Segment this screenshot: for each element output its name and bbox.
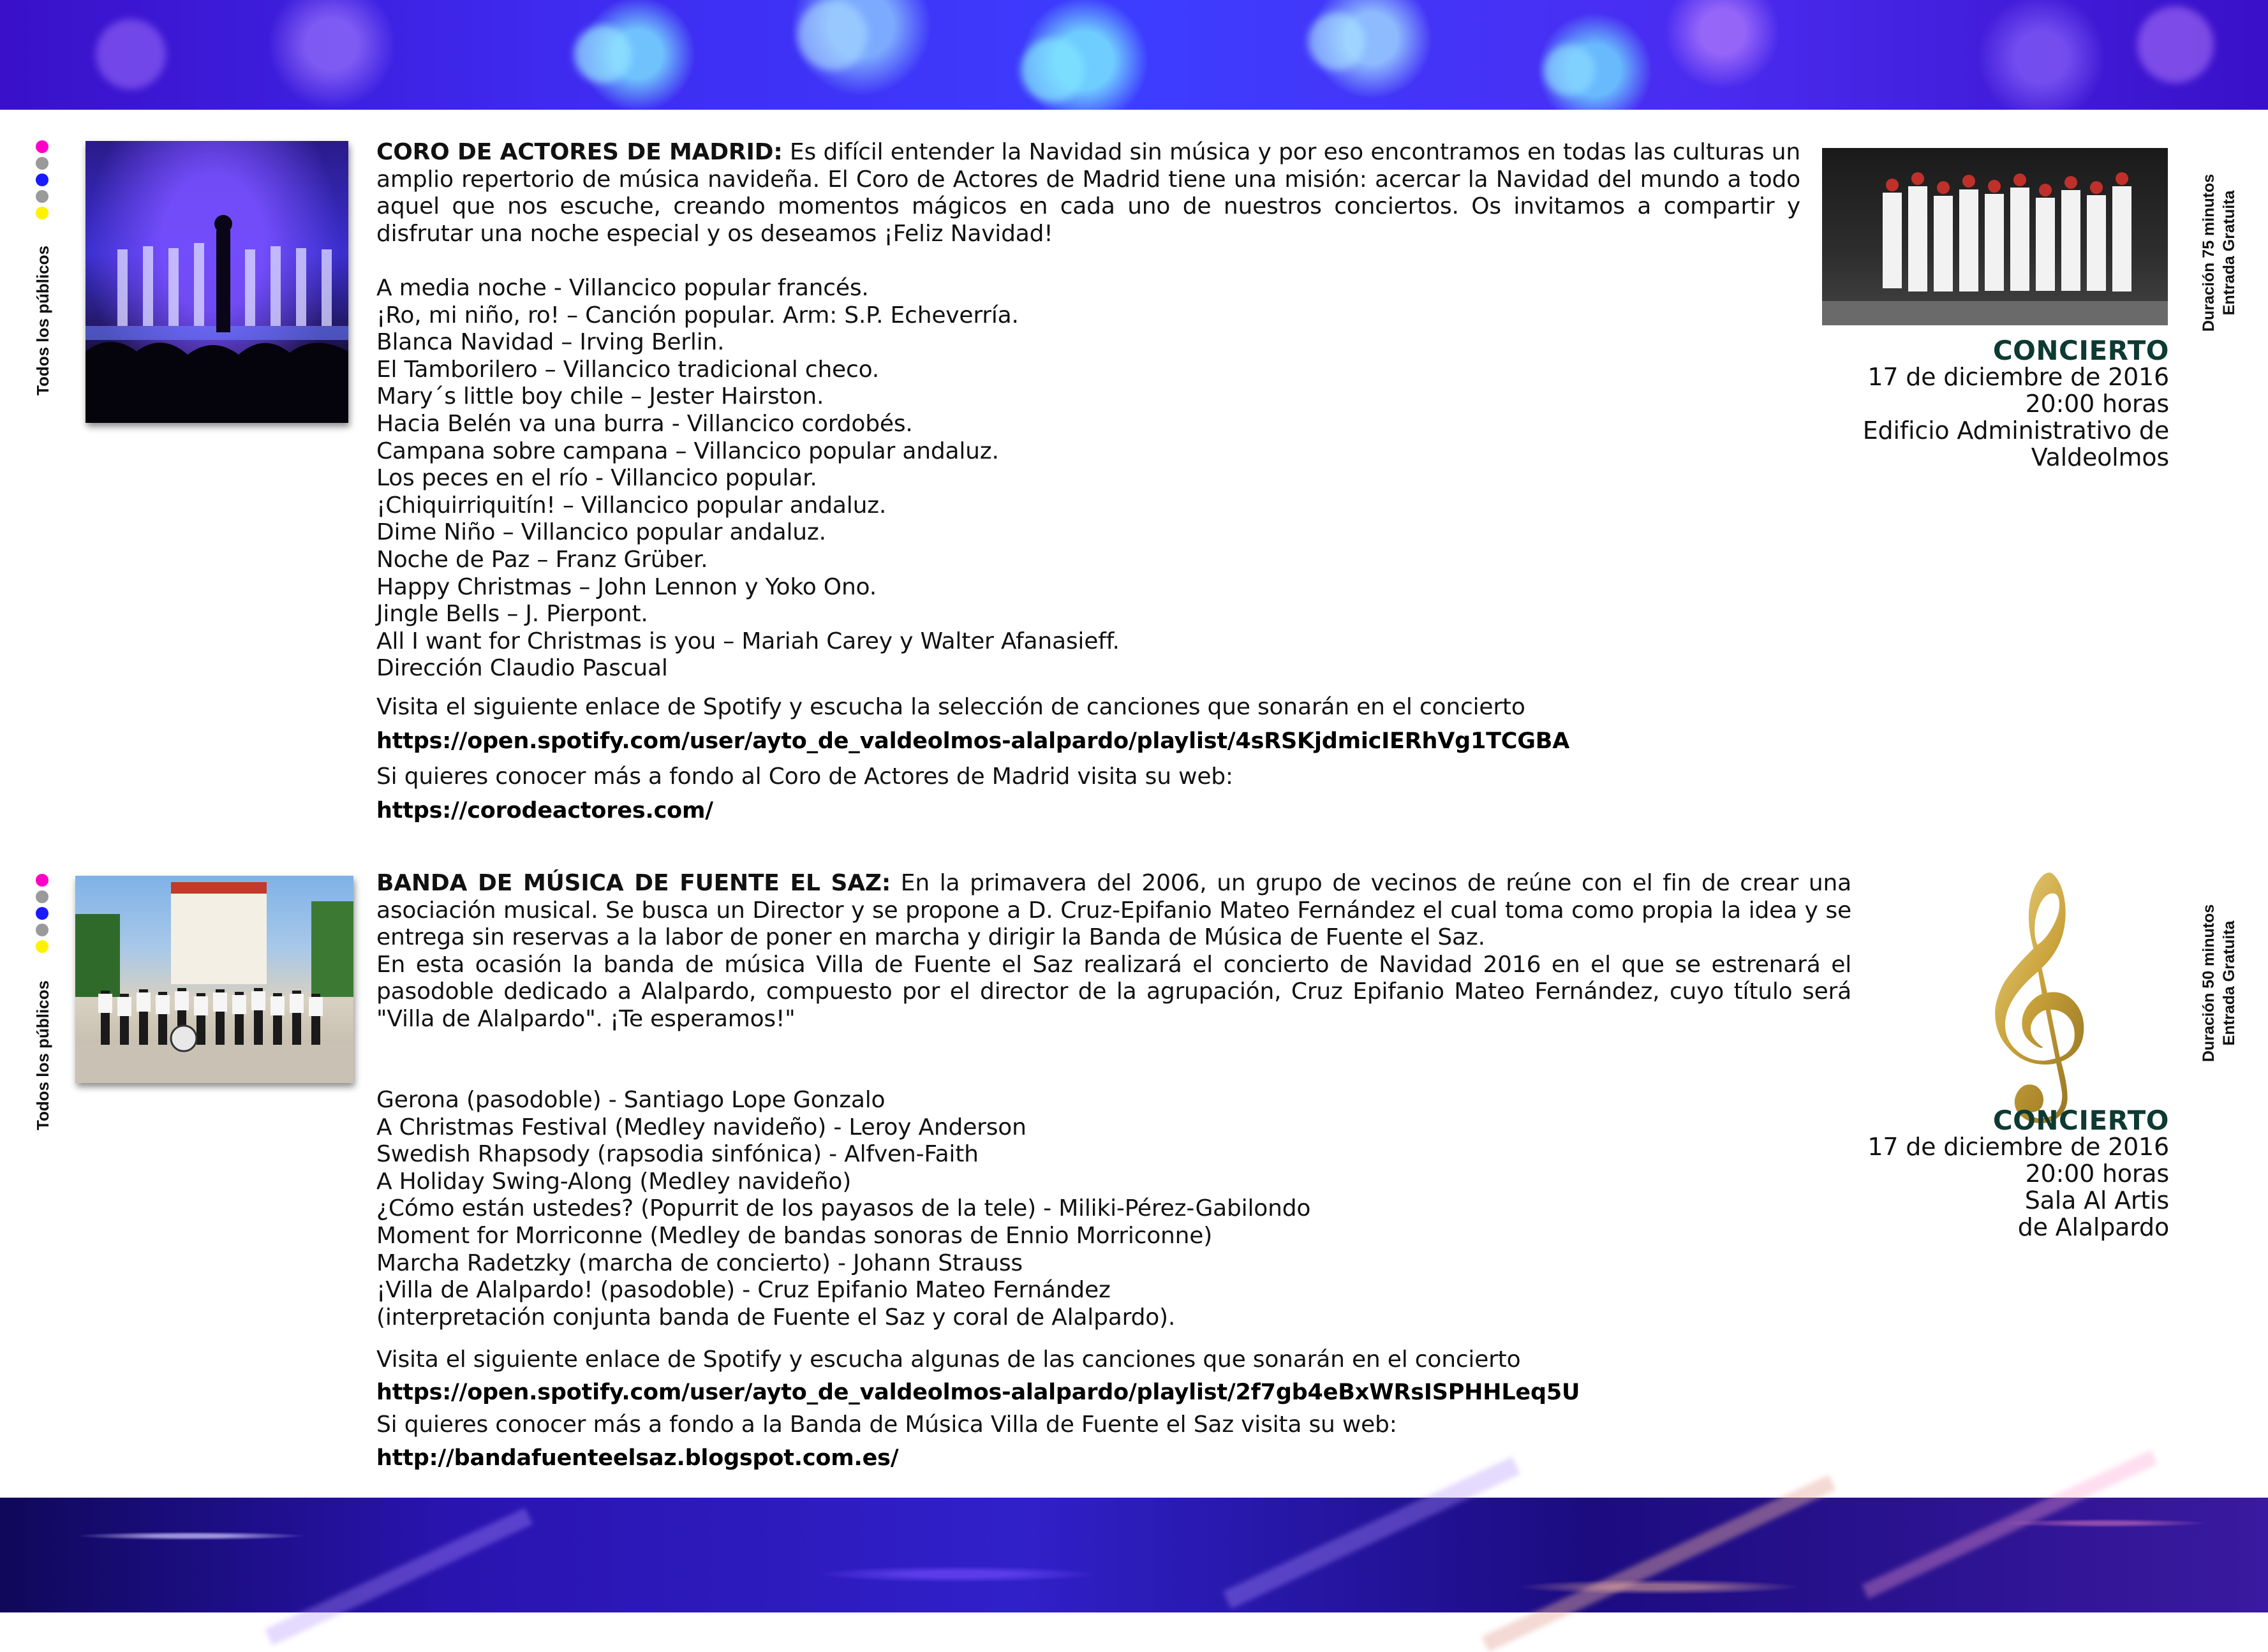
- event2-title: BANDA DE MÚSICA DE FUENTE EL SAZ:: [376, 870, 891, 896]
- choir-white-photo: [1822, 148, 2168, 325]
- list-item: Moment for Morriconne (Medley de bandas sonoras de Ennio Morriconne): [376, 1222, 1213, 1249]
- list-item: Campana sobre campana – Villancico popular andaluz.: [376, 438, 999, 464]
- event2-spotify-link[interactable]: https://open.spotify.com/user/ayto_de_valdeolmos-alalpardo/playlist/2f7gb4eBxWRsISPHHLeq5U: [376, 1380, 1580, 1405]
- list-item: Noche de Paz – Franz Grüber.: [376, 546, 708, 573]
- event1-duration: [2198, 174, 2239, 332]
- list-item: Jingle Bells – J. Pierpont.: [376, 601, 648, 628]
- svg-text:𝄞: 𝄞: [1969, 867, 2094, 1112]
- list-item: A Christmas Festival (Medley navideño) - Leroy Anderson: [376, 1114, 1027, 1140]
- event1-time: 20:00 horas: [2025, 390, 2169, 418]
- list-item: El Tamborilero – Villancico tradicional checo.: [376, 356, 880, 383]
- band-photo: [75, 876, 353, 1083]
- color-dots: [36, 874, 50, 957]
- event1-kind: CONCIERTO: [1992, 335, 2169, 366]
- event2-program-list: [376, 1087, 1310, 1331]
- event1-spotify-link[interactable]: https://open.spotify.com/user/ayto_de_valdeolmos-alalpardo/playlist/4sRSKjdmicIERhVg1TCGBA: [376, 728, 1570, 754]
- treble-clef-icon: [1969, 867, 2094, 1112]
- event2-web-text: Si quieres conocer más a fondo a la Banda de Música Villa de Fuente el Saz visita su web:: [376, 1412, 1397, 1438]
- event1-venue-line2: Valdeolmos: [2031, 443, 2169, 471]
- event1-spotify-text: Visita el siguiente enlace de Spotify y escucha la selección de canciones que sonarán en el concierto: [376, 694, 1525, 720]
- event1-program-list: [376, 275, 1120, 682]
- list-item: A Holiday Swing-Along (Medley navideño): [376, 1168, 852, 1195]
- list-item: Blanca Navidad – Irving Berlin.: [376, 329, 725, 356]
- bottom-banner-image: [0, 1498, 2268, 1612]
- list-item: ¡Chiquirriquitín! – Villancico popular andaluz.: [376, 492, 887, 519]
- event1-entry-text: Entrada Gratuita: [2220, 190, 2238, 316]
- list-item: ¡Ro, mi niño, ro! – Canción popular. Arm: S.P. Echeverría.: [376, 302, 1019, 328]
- list-item: Mary´s little boy chile – Jester Hairston.: [376, 383, 824, 410]
- list-item: Marcha Radetzky (marcha de concierto) - Johann Strauss: [376, 1250, 1023, 1276]
- choir-stage-photo: [85, 141, 348, 423]
- event1-intro: Es difícil entender la Navidad sin música y por eso encontramos en todas las culturas un amplio repertorio de música navideña. El Coro de Actores de Madrid tiene una misión: acercar la Navidad del mundo a todo aquel que nos escuche, creando momentos mágicos en cada uno de nuestros conciertos. Os invitamos a compartir y disfrutar una noche especial y os deseamos ¡Feliz Navidad!: [376, 139, 1801, 247]
- event2-venue-line2: de Alalpardo: [2017, 1213, 2169, 1241]
- event1-web-link[interactable]: https://corodeactores.com/: [376, 798, 713, 823]
- event1-date: 17 de diciembre de 2016: [1867, 363, 2169, 391]
- list-item: ¡Villa de Alalpardo! (pasodoble) - Cruz Epifanio Mateo Fernández: [376, 1277, 1111, 1304]
- event2-duration-text: Duración 50 minutos: [2200, 904, 2218, 1062]
- list-item: A media noche - Villancico popular francés.: [376, 275, 869, 301]
- list-item: ¿Cómo están ustedes? (Popurrit de los payasos de la tele) - Miliki-Pérez-Gabilondo: [376, 1195, 1311, 1222]
- list-item: Dirección Claudio Pascual: [376, 655, 668, 682]
- list-item: All I want for Christmas is you – Mariah Carey y Walter Afanasieff.: [376, 628, 1120, 654]
- color-dots: [36, 140, 50, 223]
- event2-web-link[interactable]: http://bandafuenteelsaz.blogspot.com.es/: [376, 1445, 899, 1471]
- event2-date: 17 de diciembre de 2016: [1867, 1133, 2169, 1161]
- event2-intro2: En esta ocasión la banda de música Villa de Fuente el Saz realizará el concierto de Navidad 2016 en el que se estrenará el pasodoble dedicado a Alalpardo, compuesto por el director de la agrupación, Cruz Epifanio Mateo Fernández, cuyo título será "Villa de Alalpardo". ¡Te esperamos!": [376, 951, 1851, 1032]
- event2-spotify-text: Visita el siguiente enlace de Spotify y escucha algunas de las canciones que sonarán en el concierto: [376, 1346, 1521, 1373]
- audience-label: Todos los públicos: [33, 246, 52, 395]
- list-item: Happy Christmas – John Lennon y Yoko Ono.: [376, 573, 877, 600]
- list-item: Dime Niño – Villancico popular andaluz.: [376, 519, 826, 546]
- event1-duration-text: Duración 75 minutos: [2200, 173, 2218, 332]
- list-item: Swedish Rhapsody (rapsodia sinfónica) - Alfven-Faith: [376, 1141, 979, 1168]
- list-item: Gerona (pasodoble) - Santiago Lope Gonzalo: [376, 1087, 886, 1113]
- list-item: Los peces en el río - Villancico popular.: [376, 465, 817, 492]
- list-item: (interpretación conjunta banda de Fuente el Saz y coral de Alalpardo).: [376, 1304, 1176, 1331]
- event2-entry-text: Entrada Gratuita: [2220, 920, 2238, 1046]
- event2-description: [376, 870, 1851, 1033]
- event1-web-text: Si quieres conocer más a fondo al Coro de Actores de Madrid visita su web:: [376, 763, 1233, 790]
- list-item: Hacia Belén va una burra - Villancico cordobés.: [376, 410, 913, 437]
- event1-info: [1799, 335, 2169, 471]
- event2-info: [1799, 1105, 2169, 1241]
- event1-venue-line1: Edificio Administrativo de: [1862, 417, 2169, 445]
- event2-time: 20:00 horas: [2025, 1160, 2169, 1188]
- top-banner-image: [0, 0, 2268, 110]
- audience-label: Todos los públicos: [33, 980, 52, 1130]
- event2-venue-line1: Sala Al Artis: [2024, 1186, 2169, 1214]
- event2-kind: CONCIERTO: [1992, 1105, 2169, 1136]
- event2-duration: [2198, 904, 2239, 1062]
- event1-description: [376, 139, 1800, 247]
- event2-intro: En la primavera del 2006, un grupo de vecinos de reúne con el fin de crear una asociación musical. Se busca un Director y se propone a D. Cruz-Epifanio Mateo Fernández el cual toma como propia la idea y se entrega sin reservas a la labor de poner en marcha y dirigir la Banda de Música de Fuente el Saz.: [376, 870, 1851, 950]
- event1-title: CORO DE ACTORES DE MADRID:: [376, 139, 783, 165]
